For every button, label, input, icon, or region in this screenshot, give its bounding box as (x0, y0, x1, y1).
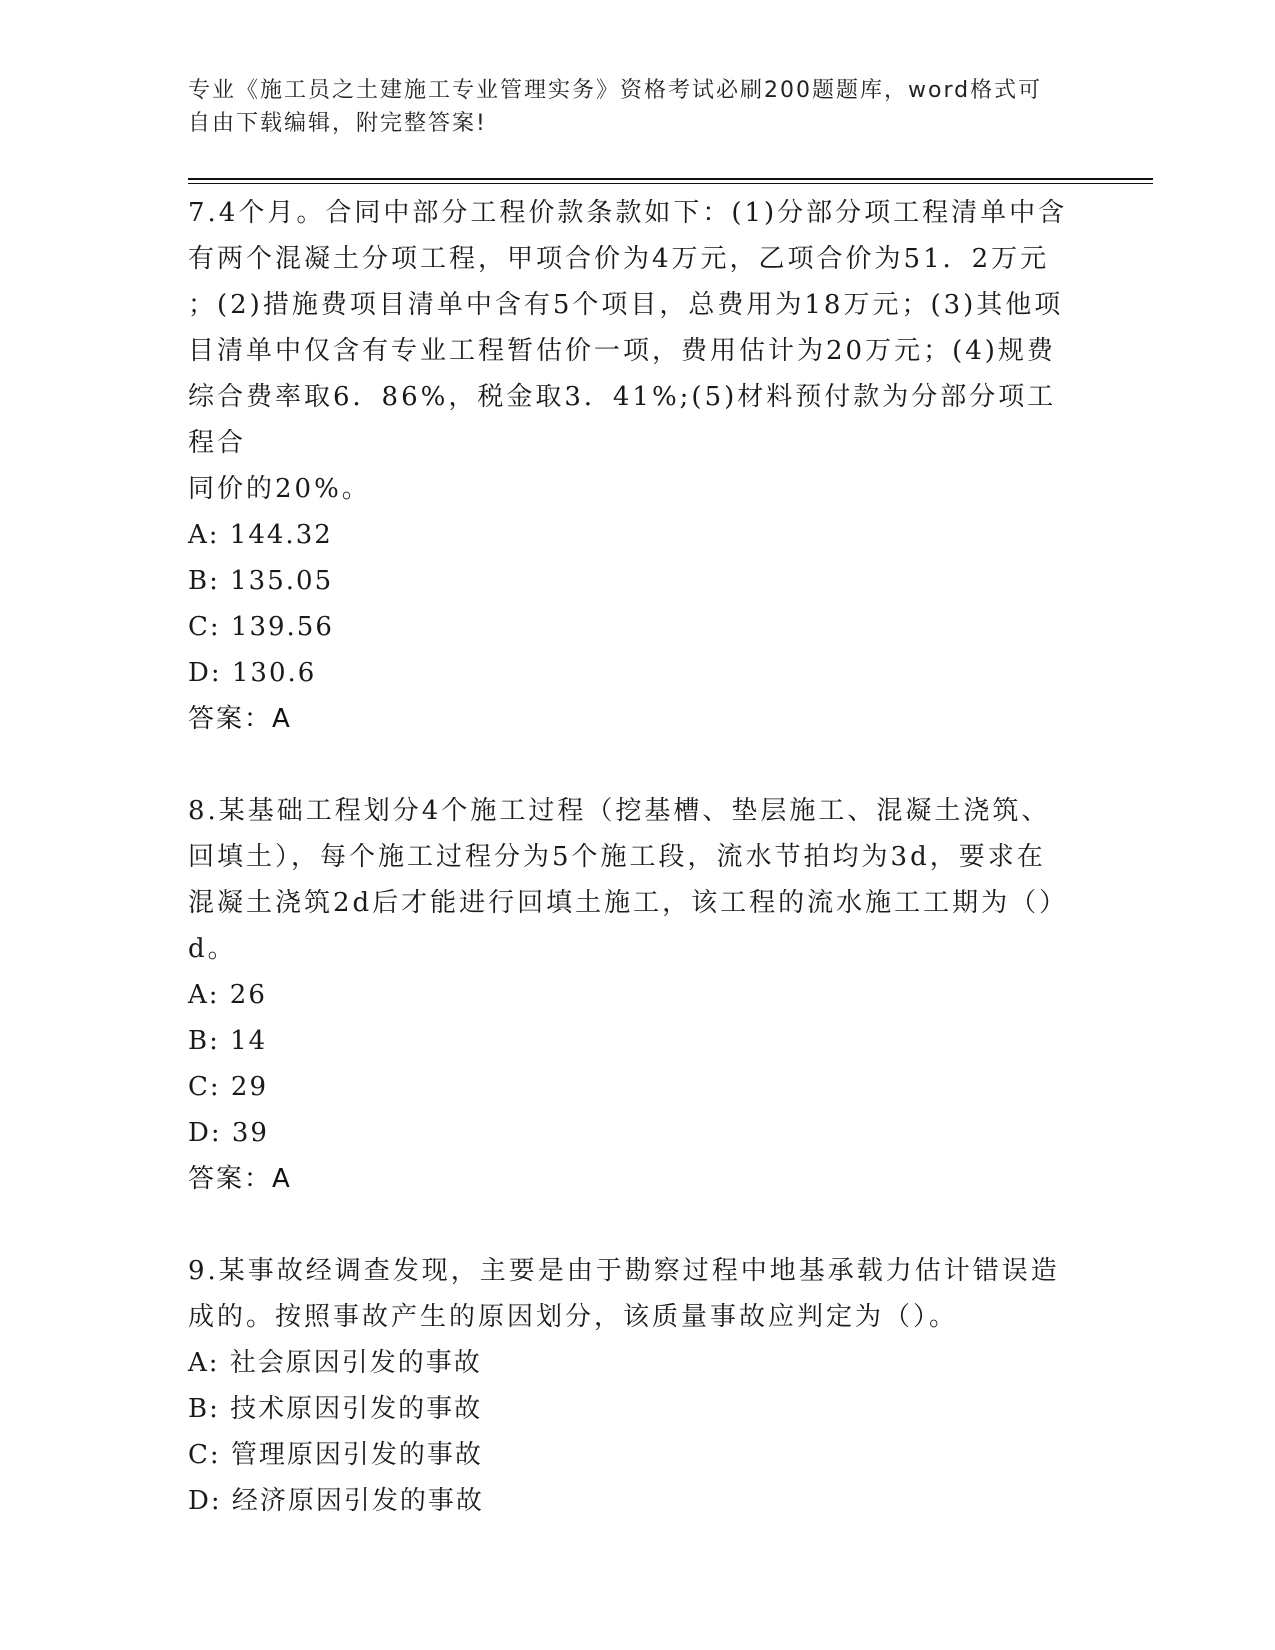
option-c: C: 139.56 (188, 612, 334, 642)
question-stem-line: d。 (188, 934, 237, 964)
question-stem-line: 7.4个月。合同中部分工程价款条款如下：(1)分部分项工程清单中含 (188, 198, 1068, 228)
option-c: C: 29 (188, 1072, 269, 1102)
header-title-line-1: 专业《施工员之土建施工专业管理实务》资格考试必刷200题题库，word格式可 (188, 78, 1043, 103)
question-stem-line: 混凝土浇筑2d后才能进行回填土施工，该工程的流水施工工期为（） (188, 888, 1069, 918)
option-a: A: 社会原因引发的事故 (188, 1348, 482, 1378)
option-b: B: 14 (188, 1026, 268, 1056)
question-stem-line: 8.某基础工程划分4个施工过程（挖基槽、垫层施工、混凝土浇筑、 (188, 796, 1051, 826)
header-divider-thick (188, 178, 1153, 180)
option-a: A: 26 (188, 980, 267, 1010)
option-d: D: 130.6 (188, 658, 317, 688)
question-stem-line: 有两个混凝土分项工程，甲项合价为4万元，乙项合价为51．2万元 (188, 244, 1050, 274)
answer-line: 答案：A (188, 704, 292, 734)
question-stem-line: 成的。按照事故产生的原因划分，该质量事故应判定为（）。 (188, 1302, 959, 1332)
question-stem-line: 目清单中仅含有专业工程暂估价一项，费用估计为20万元；(4)规费 (188, 336, 1056, 366)
question-list (188, 190, 1068, 1524)
option-a: A: 144.32 (188, 520, 333, 550)
question-stem-line: 同价的20%。 (188, 474, 371, 504)
option-c: C: 管理原因引发的事故 (188, 1440, 483, 1470)
question-stem-line: 综合费率取6．86%，税金取3．41%;(5)材料预付款为分部分项工程合 (188, 382, 1057, 458)
option-d: D: 39 (188, 1118, 269, 1148)
option-b: B: 技术原因引发的事故 (188, 1394, 483, 1424)
question-stem-line: 回填土），每个施工过程分为5个施工段，流水节拍均为3d，要求在 (188, 842, 1046, 872)
question-7 (188, 190, 1068, 742)
page-header (188, 74, 1068, 140)
question-9 (188, 1248, 1068, 1524)
option-d: D: 经济原因引发的事故 (188, 1486, 484, 1516)
question-8 (188, 788, 1068, 1202)
question-stem-line: ；(2)措施费项目清单中含有5个项目，总费用为18万元；(3)其他项 (188, 290, 1064, 320)
question-stem-line: 9.某事故经调查发现，主要是由于勘察过程中地基承载力估计错误造 (188, 1256, 1060, 1286)
header-divider-thin (188, 183, 1153, 184)
option-b: B: 135.05 (188, 566, 334, 596)
question-spacer (188, 742, 1068, 788)
header-title-line-2: 自由下载编辑，附完整答案! (188, 111, 487, 136)
answer-line: 答案：A (188, 1164, 292, 1194)
question-spacer (188, 1202, 1068, 1248)
